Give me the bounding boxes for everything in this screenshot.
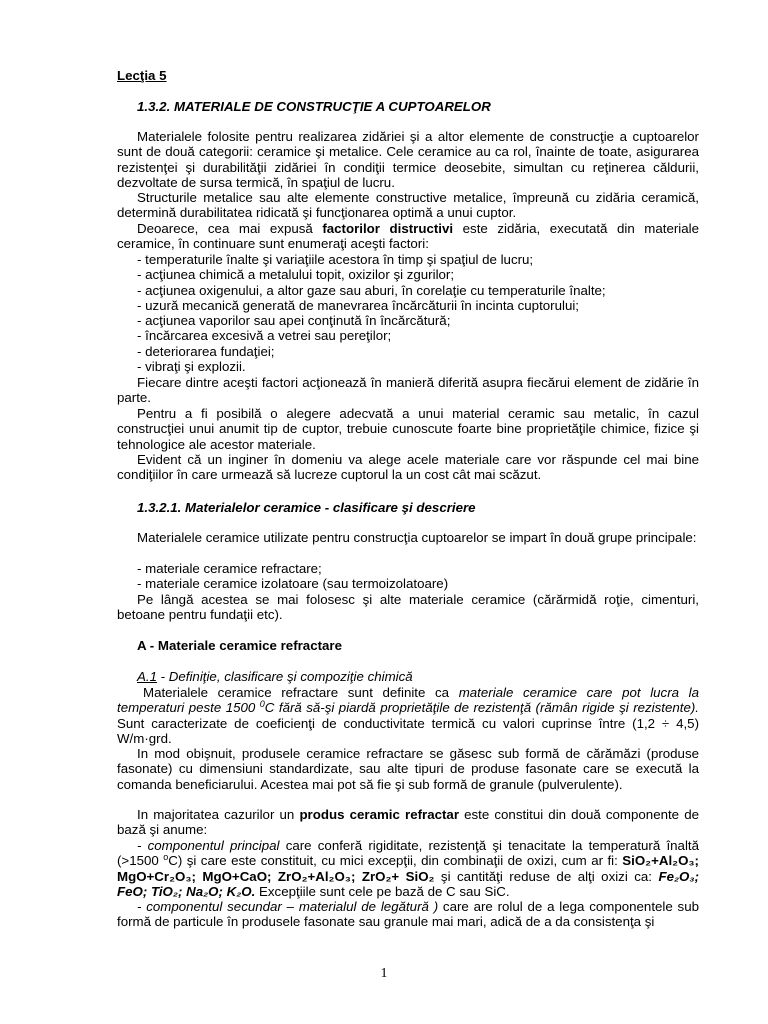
superscript: 0 bbox=[259, 699, 265, 710]
component-label: - componentul principal bbox=[137, 838, 280, 853]
paragraph-factors-action: Fiecare dintre aceşti factori acţionează în manieră diferită asupra fiecărui element de zidărie în parte. bbox=[117, 375, 699, 406]
text: materiale ceramice care pot lucra la temperaturi peste 1500 bbox=[117, 685, 699, 716]
text: şi cantităţi reduse de alţi oxizi ca: bbox=[434, 868, 659, 884]
paragraph-ceramic-other: Pe lângă acestea se mai folosesc şi alte materiale ceramice (cărărmidă roţie, cimenturi, betoane pentru fundaţii etc). bbox=[117, 592, 699, 623]
list-item: - vibraţi şi explozii. bbox=[137, 359, 246, 375]
superscript: o bbox=[163, 852, 169, 863]
text: In majoritatea cazurilor un bbox=[137, 807, 300, 822]
list-item: - deteriorarea fundaţiei; bbox=[137, 343, 275, 359]
list-item: - materiale ceramice izolatoare (sau termoizolatoare) bbox=[137, 576, 449, 592]
list-item: - materiale ceramice refractare; bbox=[137, 561, 322, 576]
a1-title: - Definiţie, clasificare şi compoziţie chimică bbox=[156, 669, 413, 684]
paragraph-ceramic-intro: Materialele ceramice utilizate pentru construcţia cuptoarelor se impart în două grupe principale: bbox=[137, 530, 697, 545]
ceramic-list bbox=[137, 561, 699, 592]
paragraph-intro-2: Structurile metalice sau alte elemente constructive metalice, împreună cu zidăria ceramică, determină durabilitatea ridicată şi funcţionarea optimă a unui cuptor. bbox=[117, 190, 699, 221]
factors-list bbox=[137, 252, 699, 374]
section-heading: 1.3.2. MATERIALE DE CONSTRUCŢIE A CUPTOARELOR bbox=[137, 99, 491, 114]
list-item: - acţiunea chimică a metalului topit, oxizilor şi zgurilor; bbox=[137, 267, 455, 283]
text: C fără să-şi piardă proprietăţile de rezistenţă (rămân rigide şi rezistente). bbox=[264, 700, 699, 716]
text: Excepţiile sunt cele pe bază de C sau SiC. bbox=[255, 883, 510, 899]
a1-heading bbox=[137, 669, 719, 684]
paragraph-a1-definition bbox=[117, 685, 699, 746]
paragraph-choice: Pentru a fi posibilă o alegere adecvată a unui material ceramic sau metalic, în cazul construcţiei unui anumit tip de cuptor, trebuie cunoscute foarte bine proprietăţile chimice, fizice şi tehnologice ale acestor materiale. bbox=[117, 406, 699, 452]
text: Acestea mai pot să fie şi sub formă de granule (pulverulente). bbox=[260, 776, 623, 792]
paragraph-intro-1: Materialele folosite pentru realizarea zidăriei şi a altor elemente de construcţie a cuptoarelor sunt de două categorii: ceramice şi metalice. Cele ceramice au ca rol, înainte de toate, asigurarea rezistenţei şi durabilităţii zidăriei în condiţii termice deosebite, simultan cu reţinerea căldurii, dezvoltate de sursa termică, în spaţiul de lucru. bbox=[117, 129, 699, 190]
text: este zidăria, executată din materiale ceramice, în continuare sunt enumeraţi aceşti factori: bbox=[117, 221, 699, 252]
paragraph-engineer: Evident că un inginer în domeniu va alege acele materiale care vor răspunde cel mai bine condiţiilor în care urmează să lucreze cuptorul la un cost cât mai scăzut. bbox=[117, 452, 699, 483]
paragraph-factors bbox=[117, 221, 699, 252]
paragraph-a1-majority bbox=[117, 807, 699, 838]
paragraph-component-main bbox=[117, 838, 699, 899]
chemical-oxides: Fe₂O₃; FeO; TiO₂; Na₂O; K₂O. bbox=[117, 868, 699, 899]
list-item: - uzură mecanică generată de manevrarea încărcăturii în incinta cuptorului; bbox=[137, 297, 579, 313]
bold-term: factorilor distructivi bbox=[322, 221, 454, 236]
text: C) şi care este constituit, cu mici excepţii, din combinaţii de oxizi, cum ar fi: bbox=[168, 853, 623, 869]
text: care are rolul de a lega componentele sub formă de particule în produsele fasonate sau granule mai mari, adică de a da consistenţa şi bbox=[117, 899, 699, 930]
text: care conferă rigiditate, rezistenţă şi tenacitate la temperatură înaltă (>1500 bbox=[117, 838, 699, 869]
bold-term: produs ceramic refractar bbox=[299, 807, 459, 822]
component-label: - componentul secundar – materialul de legătură ) bbox=[137, 899, 439, 914]
text: este constitui din două componente de bază şi anume: bbox=[117, 807, 699, 838]
section-a-heading: A - Materiale ceramice refractare bbox=[137, 638, 342, 653]
page-number: 1 bbox=[380, 966, 388, 981]
a1-number: A.1 bbox=[137, 669, 157, 684]
list-item: - acţiunea vaporilor sau apei conţinută în încărcătură; bbox=[137, 313, 451, 329]
lesson-label: Lecţia 5 bbox=[117, 68, 167, 83]
paragraph-a1-usual bbox=[117, 746, 699, 792]
text: Materialele ceramice refractare sunt definite ca bbox=[143, 685, 459, 700]
list-item: - încărcarea excesivă a vetrei sau pereţilor; bbox=[137, 328, 392, 344]
text: In mod obişnuit, produsele ceramice refractare se găsesc sub formă de cărămăzi (produse fasonate) cu dimensiuni standardizate, sau alte tipuri de produse fasonate care se execută la comanda beneficiarului. bbox=[117, 746, 699, 792]
subsection-heading: 1.3.2.1. Materialelor ceramice - clasificare şi descriere bbox=[137, 500, 476, 515]
list-item: - temperaturile înalte şi variaţiile acestora în timp şi spaţiul de lucru; bbox=[137, 252, 534, 267]
list-item: - acţiunea oxigenului, a altor gaze sau aburi, în corelaţie cu temperaturile înalte; bbox=[137, 282, 606, 298]
text: Sunt caracterizate de coeficienţi de conductivitate termică cu valori cuprinse între (1,2 ÷ 4,5) W/m·grd. bbox=[117, 715, 699, 746]
paragraph-component-secondary bbox=[117, 899, 699, 930]
chemical-formulas: SiO₂+Al₂O₃; MgO+Cr₂O₃; MgO+CaO; ZrO₂+Al₂O₃; ZrO₂+ SiO₂ bbox=[117, 853, 699, 884]
text: Deoarece, cea mai expusă bbox=[137, 221, 323, 236]
